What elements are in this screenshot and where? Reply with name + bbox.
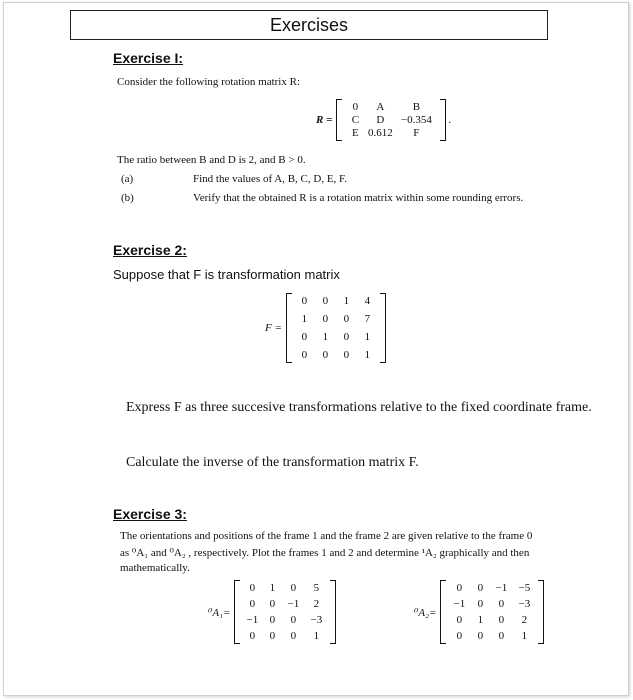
part-b-label: (b) [121,192,134,204]
matrix-0A1-cell: −1 [246,614,259,626]
rotation-matrix-R [316,99,451,141]
matrix-0A2-cell: 0 [477,630,484,642]
matrix-0A1-cell: −1 [287,598,300,610]
matrix-0A1-cell: 2 [313,598,320,610]
matrix-0A1-cell: 0 [290,614,297,626]
exercise-1-intro: Consider the following rotation matrix R: [117,76,301,88]
matrix-0A2-cell: 0 [498,630,505,642]
matrix-0A2-cells [446,580,538,644]
matrix-0A1-cell: 0 [269,598,276,610]
matrix-F-cell: 1 [364,331,371,343]
exercise-2-express: Express F as three succesive transformations relative to the fixed coordinate frame. [126,400,592,415]
matrix-R-cell: D [376,114,385,126]
matrix-F-cell: 1 [301,313,308,325]
matrix-F-cell: 0 [343,331,350,343]
matrix-F-cell: 0 [301,349,308,361]
exercise-2-inverse: Calculate the inverse of the transformation matrix F. [126,455,419,470]
matrix-0A2-cell: 0 [456,630,463,642]
matrix-R-cell: 0 [352,101,359,113]
matrix-F-cell: 0 [322,349,329,361]
matrix-0A2-cell: −5 [518,582,531,594]
matrix-F-cell: 7 [364,313,371,325]
matrix-F-cells [292,293,380,363]
matrix-0A1-cell: −3 [310,614,323,626]
matrix-F-cell: 0 [301,331,308,343]
matrix-0A2 [414,580,544,644]
matrix-F-cell: 0 [322,313,329,325]
matrix-0A1-cell: 0 [269,630,276,642]
matrix-F-cell: 0 [301,295,308,307]
matrix-0A1-cell: 5 [313,582,320,594]
matrix-0A1-cell: 1 [313,630,320,642]
matrix-0A2-cell: −3 [518,598,531,610]
matrix-F-cell: 1 [364,349,371,361]
matrix-R-period: . [448,114,452,126]
matrix-0A2-cell: 0 [477,598,484,610]
matrix-F-cell: 0 [343,313,350,325]
matrix-R-cell: F [413,127,420,139]
exercise-1-ratio: The ratio between B and D is 2, and B > 0. [117,154,306,166]
matrix-0A2-cell: 1 [477,614,484,626]
matrix-R-label: R = [316,114,333,126]
exercise-2-heading: Exercise 2: [113,242,187,258]
matrix-0A1-cell: 0 [249,630,256,642]
matrix-R-cells [342,99,440,141]
matrix-0A2-cell: 0 [498,598,505,610]
matrix-R-cell: −0.354 [400,114,432,126]
matrix-F-cell: 0 [322,295,329,307]
matrix-R-cell: C [351,114,360,126]
page-title: Exercises [70,10,548,40]
matrix-F-cell: 0 [343,349,350,361]
matrix-F-cell: 1 [343,295,350,307]
matrix-0A2-label: ⁰A₂= [414,606,437,619]
part-a-label: (a) [121,173,134,185]
part-b-text: Verify that the obtained R is a rotation matrix within some rounding errors. [193,192,524,204]
exercise-3-line-1: The orientations and positions of the frame 1 and the frame 2 are given relative to the frame 0 [120,530,533,542]
matrix-0A2-cell: 1 [521,630,528,642]
matrix-F-label: F = [265,322,282,334]
matrix-0A2-cell: 0 [498,614,505,626]
exercise-2-intro: Suppose that F is transformation matrix [113,267,340,282]
matrix-R-cell: A [376,101,385,113]
matrix-0A1-cell: 1 [269,582,276,594]
matrix-0A1-cell: 0 [249,598,256,610]
exercise-3-line-3: mathematically. [120,562,190,574]
matrix-0A1-label: ⁰A₁= [208,606,231,619]
matrix-0A2-cell: 0 [456,582,463,594]
matrix-0A2-cell: −1 [453,598,466,610]
matrix-0A1-cells [240,580,330,644]
exercise-1-heading: Exercise I: [113,50,184,66]
transformation-matrix-F [265,293,386,363]
exercise-3-heading: Exercise 3: [113,506,187,522]
matrix-F-cell: 4 [364,295,371,307]
matrix-R-cell: 0.612 [367,127,393,139]
matrix-R-cell: B [412,101,421,113]
exercise-3-line-2: as ⁰A₁ and ⁰A₂ , respectively. Plot the frames 1 and 2 and determine ¹A₂ graphically and then [120,547,530,559]
matrix-0A1-cell: 0 [269,614,276,626]
matrix-0A1 [208,580,336,644]
matrix-0A2-cell: −1 [495,582,508,594]
matrix-F-cell: 1 [322,331,329,343]
matrix-R-cell: E [351,127,359,139]
matrix-0A1-cell: 0 [249,582,256,594]
matrix-0A1-cell: 0 [290,630,297,642]
matrix-0A2-cell: 2 [521,614,528,626]
matrix-0A2-cell: 0 [477,582,484,594]
matrix-0A2-cell: 0 [456,614,463,626]
matrix-0A1-cell: 0 [290,582,297,594]
part-a-text: Find the values of A, B, C, D, E, F. [193,173,348,185]
